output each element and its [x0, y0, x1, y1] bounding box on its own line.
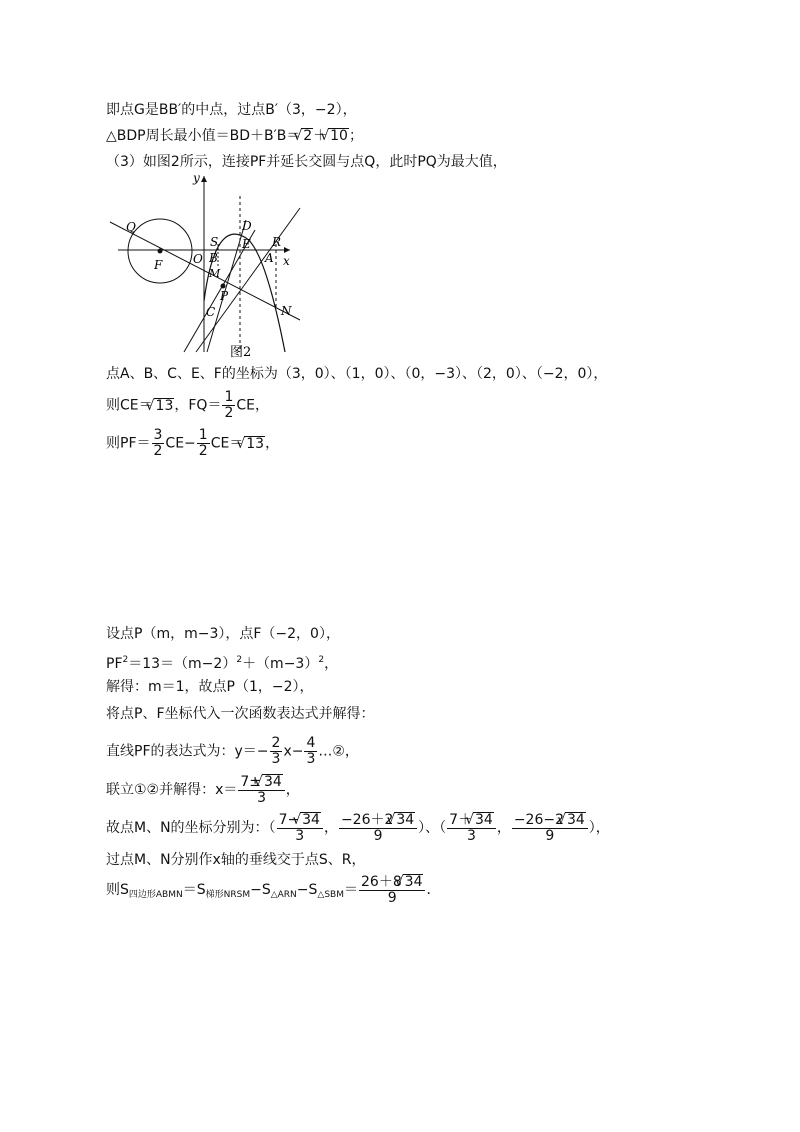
superscript: 2: [122, 655, 129, 665]
denominator: 2: [198, 443, 208, 459]
label-b: B: [209, 251, 218, 265]
superscript: 2: [236, 655, 243, 665]
text-line-pf-expression: [106, 736, 359, 767]
sqrt-34: √ 34: [403, 874, 424, 889]
figure-2: [100, 168, 315, 360]
text-line-mn-coordinates: [106, 812, 610, 844]
fraction-m-x: [277, 812, 323, 844]
label-a: A: [265, 251, 274, 265]
fraction-half: [197, 428, 210, 459]
label-c: C: [206, 305, 216, 319]
fraction-area: [359, 874, 425, 906]
point-p: [221, 284, 226, 289]
text: ，: [324, 656, 339, 672]
text-line-g-midpoint: [106, 100, 357, 120]
x-axis-arrow: [284, 247, 290, 253]
text: CE＝: [210, 435, 244, 452]
subscript: 四边形ABMN: [128, 890, 183, 900]
text: 过点M、N分别作x轴的垂线交于点S、R，: [106, 852, 366, 868]
denominator: 9: [545, 828, 555, 844]
text: PF: [106, 656, 123, 672]
numerator: [238, 774, 284, 791]
figure-caption: 图2: [230, 345, 252, 360]
fraction-half: [222, 390, 235, 421]
fraction-n-y: [512, 812, 588, 844]
sqrt-13: √ 13: [244, 436, 265, 451]
text: 则S: [106, 882, 129, 898]
numerator: 1: [224, 389, 234, 405]
sqrt-10: √ 10: [328, 128, 349, 143]
label-n: N: [281, 304, 292, 318]
text: 故点M、N的坐标分别为：（: [106, 820, 276, 836]
text: −S: [250, 882, 271, 898]
fraction-three-halves: [152, 428, 165, 459]
text: ＝13＝（m−2）: [128, 656, 237, 672]
denominator: 2: [224, 405, 234, 421]
denominator: 9: [373, 828, 383, 844]
text: x−: [283, 743, 304, 760]
text: ；: [348, 128, 363, 144]
label-d: D: [242, 219, 252, 233]
numerator: [339, 812, 417, 829]
denominator: 3: [257, 790, 267, 806]
label-o: O: [193, 252, 203, 266]
text: ＝S: [182, 882, 206, 898]
text: 7＋: [449, 812, 473, 828]
text-line-ce-fq: [106, 390, 269, 421]
text-line-substitute: [106, 704, 375, 724]
text: ．: [426, 882, 441, 898]
denominator: 9: [387, 890, 397, 906]
label-q: Q: [126, 220, 136, 234]
text: CE−: [165, 435, 196, 452]
text: 7±: [240, 774, 262, 790]
text: ，: [496, 820, 511, 836]
numerator: [512, 812, 588, 829]
text: 解得：m＝1，故点P（1，−2），: [106, 679, 314, 695]
subscript: 梯形NRSM: [205, 890, 251, 900]
text-line-pf: [106, 428, 279, 459]
text: CE，: [236, 397, 269, 414]
plus: ＋: [313, 128, 328, 144]
label-r: R: [272, 235, 282, 249]
text: ＋（m−3）: [242, 656, 319, 672]
text: −S: [296, 882, 318, 898]
sqrt-34: √ 34: [300, 812, 321, 827]
text-line-joint-solve: [106, 774, 300, 806]
superscript: 2: [318, 655, 325, 665]
text: 则PF＝: [106, 435, 151, 452]
numerator: 3: [153, 427, 163, 443]
text: （3）如图2所示，连接PF并延长交圆与点Q，此时PQ为最大值，: [106, 154, 507, 170]
text-line-bdp-perimeter: [106, 126, 363, 146]
text: …②，: [318, 743, 359, 760]
text: 联立①②并解得：x＝: [106, 782, 238, 798]
fraction-x-solution: [238, 774, 284, 806]
text: 设点P（m，m−3），点F（−2，0），: [106, 626, 340, 642]
subscript: △ARN: [270, 890, 297, 900]
fraction-two-thirds: [270, 736, 283, 767]
numerator: [359, 874, 425, 891]
label-m: M: [209, 267, 221, 280]
label-y: y: [193, 171, 200, 185]
text: ）、（: [418, 820, 447, 836]
text: ，: [285, 782, 300, 798]
fraction-four-thirds: [304, 736, 317, 767]
sqrt-2: √ 2: [301, 128, 313, 143]
denominator: 3: [271, 751, 281, 767]
subscript: △SBM: [317, 890, 344, 900]
sqrt-13: √ 13: [154, 398, 175, 413]
text: △BDP周长最小值＝BD＋B′B＝: [106, 128, 301, 144]
text: −26−2: [513, 812, 565, 828]
denominator: 2: [153, 443, 163, 459]
label-p: P: [220, 289, 229, 303]
sqrt-34: √ 34: [565, 812, 586, 827]
numerator: [447, 812, 496, 829]
label-x: x: [283, 254, 290, 268]
denominator: 3: [306, 751, 316, 767]
point-f: [158, 249, 163, 254]
sqrt-34: √ 34: [394, 812, 415, 827]
text: ），: [588, 820, 610, 836]
text: ，: [265, 435, 280, 452]
text-line-set-p: [106, 624, 340, 644]
text: 即点G是BB′的中点，过点B′（3，−2），: [106, 102, 357, 118]
text: 则CE＝: [106, 397, 153, 414]
text-line-area: [106, 874, 440, 906]
text: 点A、B、C、E、F的坐标为（3，0）、（1，0）、（0，−3）、（2，0）、（−2，0），: [106, 366, 608, 382]
text: ＝: [344, 882, 358, 898]
y-axis-arrow: [201, 176, 207, 182]
numerator: 2: [271, 735, 281, 751]
text-line-coordinates: [106, 364, 607, 384]
text: 7−: [278, 812, 300, 828]
text-line-perpendicular: [106, 850, 365, 870]
text: ，FQ＝: [174, 397, 222, 414]
label-e: E: [242, 237, 251, 251]
text: ，: [323, 820, 338, 836]
text: 将点P、F坐标代入一次函数表达式并解得：: [106, 706, 375, 722]
fraction-m-y: [339, 812, 417, 844]
text: −26＋2: [340, 812, 394, 828]
denominator: 3: [295, 828, 305, 844]
numerator: 4: [306, 735, 316, 751]
numerator: 1: [198, 427, 208, 443]
label-f: F: [154, 258, 163, 272]
text-line-pf-squared: [106, 650, 338, 674]
sqrt-34: √ 34: [262, 774, 283, 789]
text: 26＋8: [361, 874, 402, 890]
fraction-n-x: [447, 812, 496, 844]
denominator: 3: [467, 828, 476, 844]
numerator: [277, 812, 323, 829]
label-s: S: [210, 235, 219, 249]
sqrt-34: √ 34: [473, 812, 494, 827]
text-line-solve-p: [106, 677, 314, 697]
text: 直线PF的表达式为：y＝−: [106, 743, 269, 760]
